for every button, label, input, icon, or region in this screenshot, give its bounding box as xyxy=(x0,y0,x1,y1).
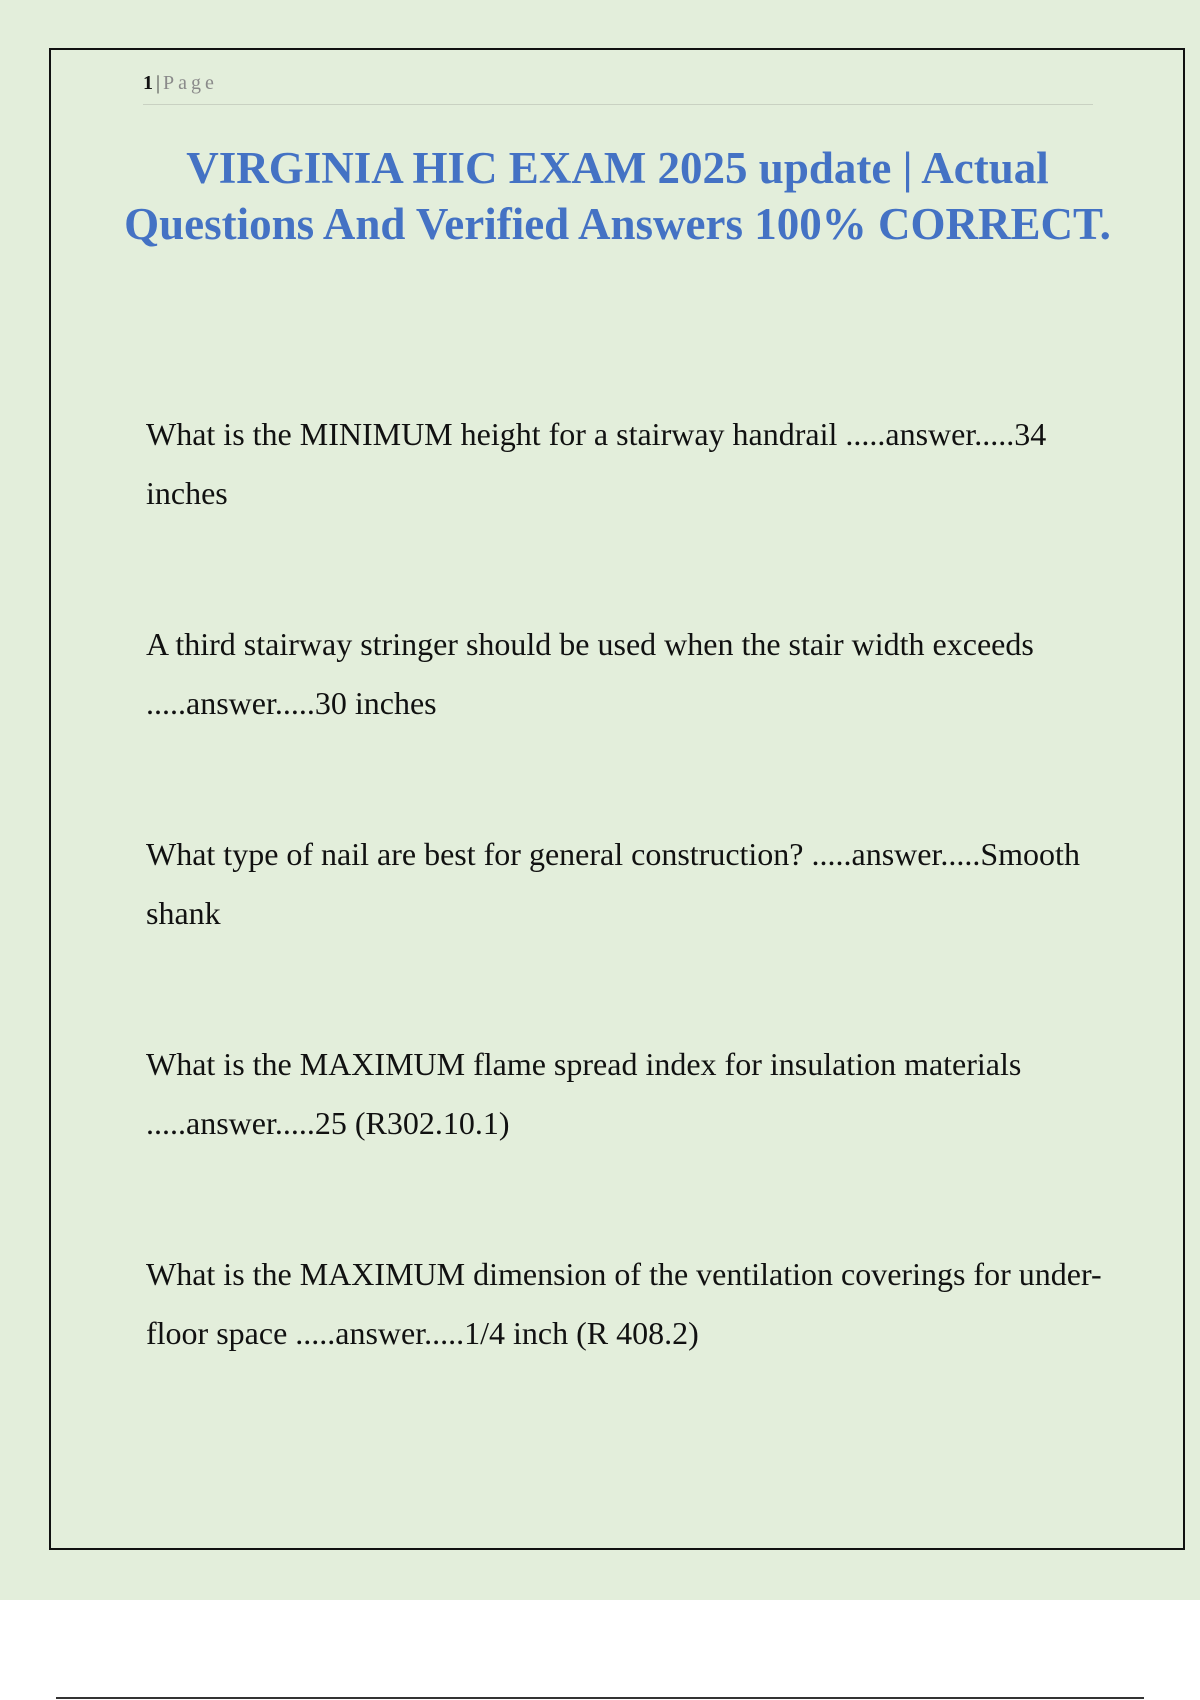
page-word: Page xyxy=(163,72,218,94)
qa-list xyxy=(146,405,1106,1455)
qa-item: What type of nail are best for general construction? .....answer.....Smooth shank xyxy=(146,836,1080,931)
bottom-divider xyxy=(56,1697,1144,1699)
page-number: 1 xyxy=(143,72,154,94)
page-header xyxy=(143,72,1093,105)
qa-item: What is the MINIMUM height for a stairway handrail .....answer.....34 inches xyxy=(146,416,1047,511)
document-title: VIRGINIA HIC EXAM 2025 update | Actual Questions And Verified Answers 100% CORRECT. xyxy=(124,143,1111,249)
qa-item: What is the MAXIMUM dimension of the ventilation coverings for under-floor space .....answer.....1/4 inch (R 408.2) xyxy=(146,1256,1102,1351)
page-separator: | xyxy=(156,72,162,94)
qa-item: What is the MAXIMUM flame spread index for insulation materials .....answer.....25 (R302.10.1) xyxy=(146,1046,1022,1141)
qa-item: A third stairway stringer should be used when the stair width exceeds .....answer.....30 inches xyxy=(146,626,1034,721)
